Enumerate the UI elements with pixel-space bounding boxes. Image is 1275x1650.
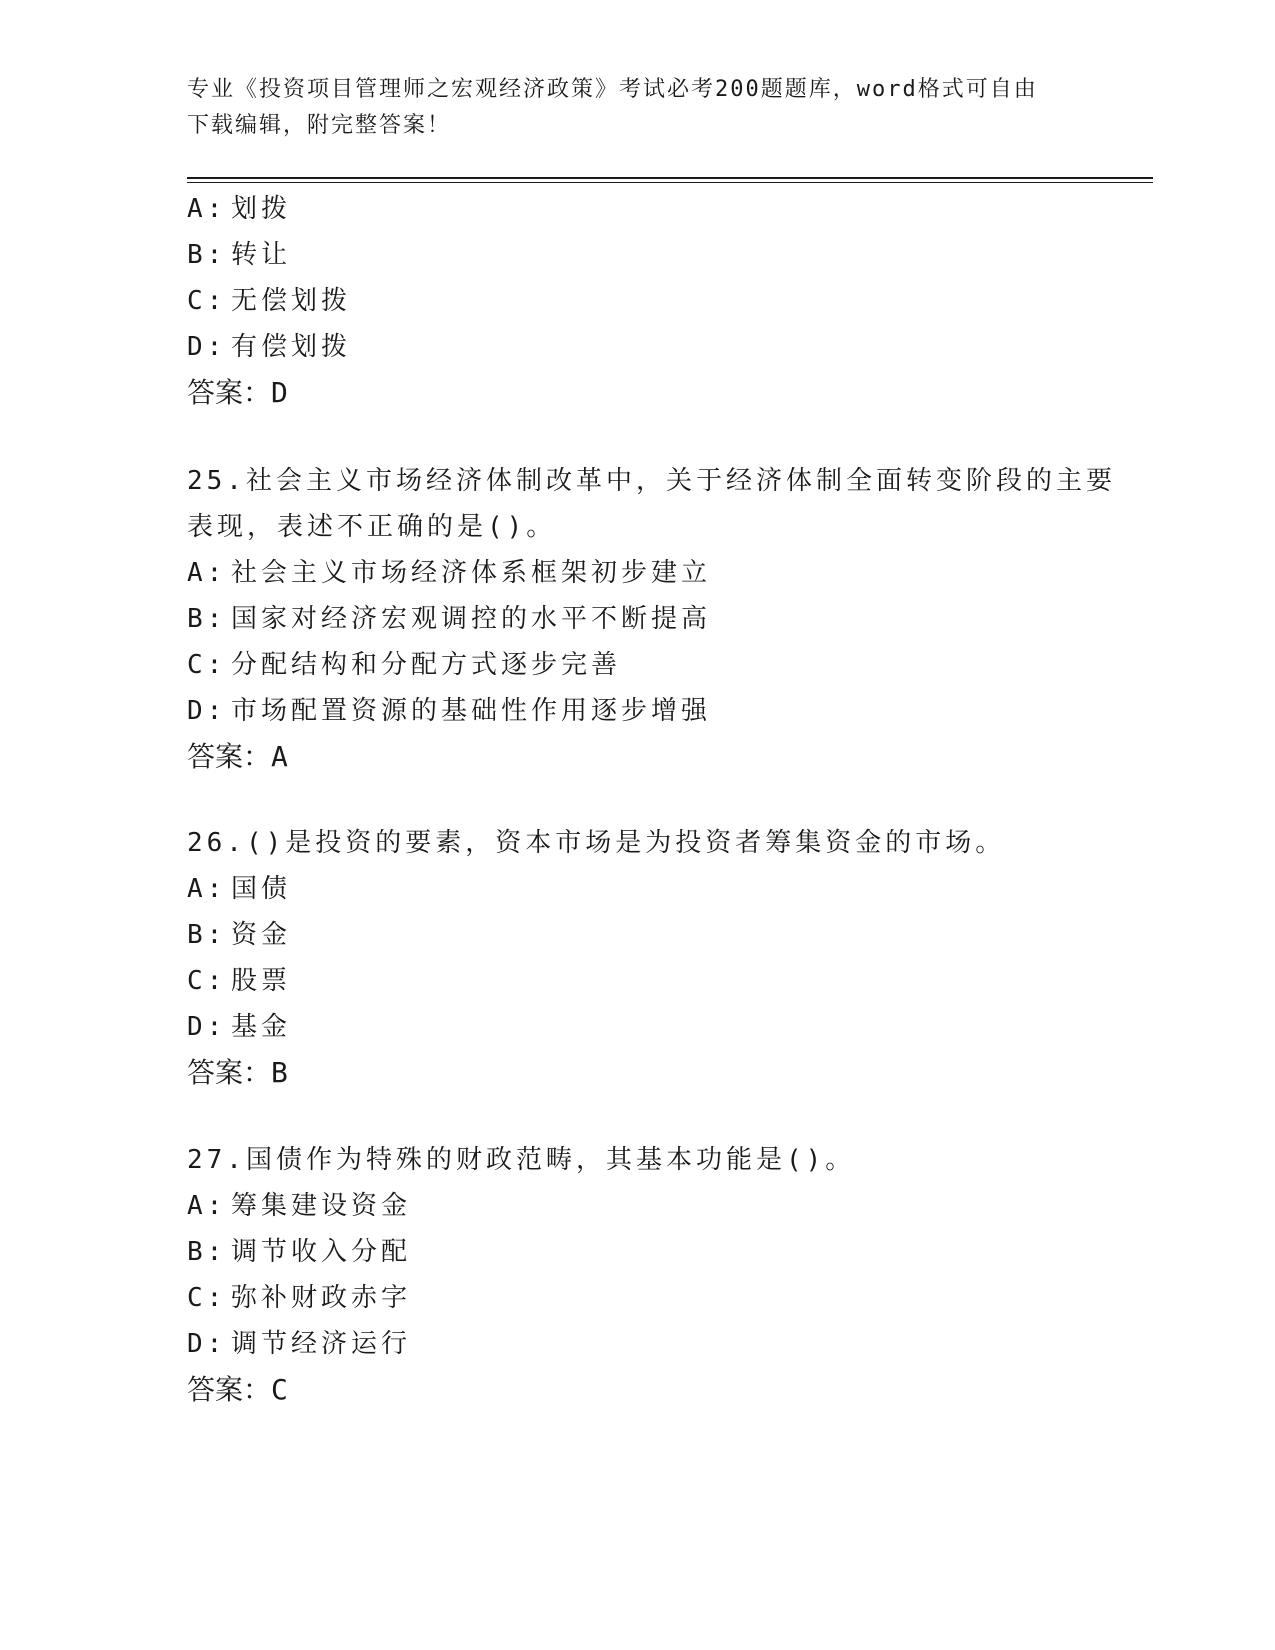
option-b — [187, 232, 1087, 278]
option-text: 社会主义市场经济体系框架初步建立 — [231, 558, 712, 588]
option-c — [187, 642, 1087, 688]
header-divider-thin — [187, 182, 1153, 183]
option-b — [187, 1229, 1087, 1275]
header-line-1: 专业《投资项目管理师之宏观经济政策》考试必考200题题库，word格式可自由 — [187, 77, 1038, 102]
option-text: 分配结构和分配方式逐步完善 — [231, 650, 622, 680]
answer-line — [187, 370, 1087, 416]
question-25 — [187, 458, 1116, 780]
option-letter: D: — [187, 1012, 227, 1042]
option-a — [187, 1183, 1087, 1229]
option-letter: B: — [187, 1237, 227, 1267]
question-prev — [187, 186, 1087, 416]
option-c — [187, 1275, 1087, 1321]
option-a — [187, 186, 1087, 232]
option-text: 无偿划拨 — [231, 286, 352, 316]
option-text: 国家对经济宏观调控的水平不断提高 — [231, 604, 712, 634]
option-text: 调节收入分配 — [231, 1237, 412, 1267]
question-stem-line-1: 26.()是投资的要素，资本市场是为投资者筹集资金的市场。 — [187, 828, 1006, 858]
answer-label: 答案： — [187, 740, 272, 773]
option-c — [187, 958, 1087, 1004]
option-letter: D: — [187, 696, 227, 726]
answer-value: B — [271, 1056, 288, 1089]
option-letter: A: — [187, 558, 227, 588]
document-header — [187, 72, 1087, 144]
option-a — [187, 550, 1087, 596]
option-letter: A: — [187, 194, 227, 224]
option-letter: C: — [187, 1283, 227, 1313]
question-27 — [187, 1137, 1087, 1413]
option-text: 调节经济运行 — [231, 1329, 412, 1359]
answer-line — [187, 734, 1087, 780]
answer-line — [187, 1367, 1087, 1413]
option-text: 划拨 — [231, 194, 292, 224]
option-letter: D: — [187, 1329, 227, 1359]
option-d — [187, 324, 1087, 370]
answer-line — [187, 1050, 1087, 1096]
answer-value: C — [271, 1373, 288, 1406]
answer-value: D — [271, 376, 288, 409]
option-text: 国债 — [231, 874, 292, 904]
answer-label: 答案： — [187, 1373, 272, 1406]
question-stem-line-1: 27.国债作为特殊的财政范畴，其基本功能是()。 — [187, 1145, 856, 1175]
option-letter: C: — [187, 650, 227, 680]
option-letter: A: — [187, 874, 227, 904]
option-text: 转让 — [231, 240, 292, 270]
option-letter: D: — [187, 332, 227, 362]
option-text: 市场配置资源的基础性作用逐步增强 — [231, 696, 712, 726]
option-letter: B: — [187, 240, 227, 270]
option-b — [187, 596, 1087, 642]
option-d — [187, 1004, 1087, 1050]
option-letter: C: — [187, 966, 227, 996]
header-divider-thick — [187, 177, 1153, 179]
answer-label: 答案： — [187, 376, 272, 409]
question-26 — [187, 820, 1087, 1096]
option-c — [187, 278, 1087, 324]
option-letter: C: — [187, 286, 227, 316]
header-line-2: 下载编辑，附完整答案！ — [187, 113, 452, 138]
option-text: 筹集建设资金 — [231, 1191, 412, 1221]
question-stem-line-1: 25.社会主义市场经济体制改革中，关于经济体制全面转变阶段的主要 — [187, 466, 1116, 496]
option-text: 资金 — [231, 920, 292, 950]
option-text: 弥补财政赤字 — [231, 1283, 412, 1313]
option-d — [187, 1321, 1087, 1367]
option-text: 股票 — [231, 966, 292, 996]
option-a — [187, 866, 1087, 912]
answer-value: A — [271, 740, 288, 773]
option-letter: B: — [187, 604, 227, 634]
option-letter: B: — [187, 920, 227, 950]
option-b — [187, 912, 1087, 958]
option-text: 基金 — [231, 1012, 292, 1042]
answer-label: 答案： — [187, 1056, 272, 1089]
question-stem-line-2: 表现，表述不正确的是()。 — [187, 512, 557, 542]
option-d — [187, 688, 1087, 734]
option-text: 有偿划拨 — [231, 332, 352, 362]
option-letter: A: — [187, 1191, 227, 1221]
